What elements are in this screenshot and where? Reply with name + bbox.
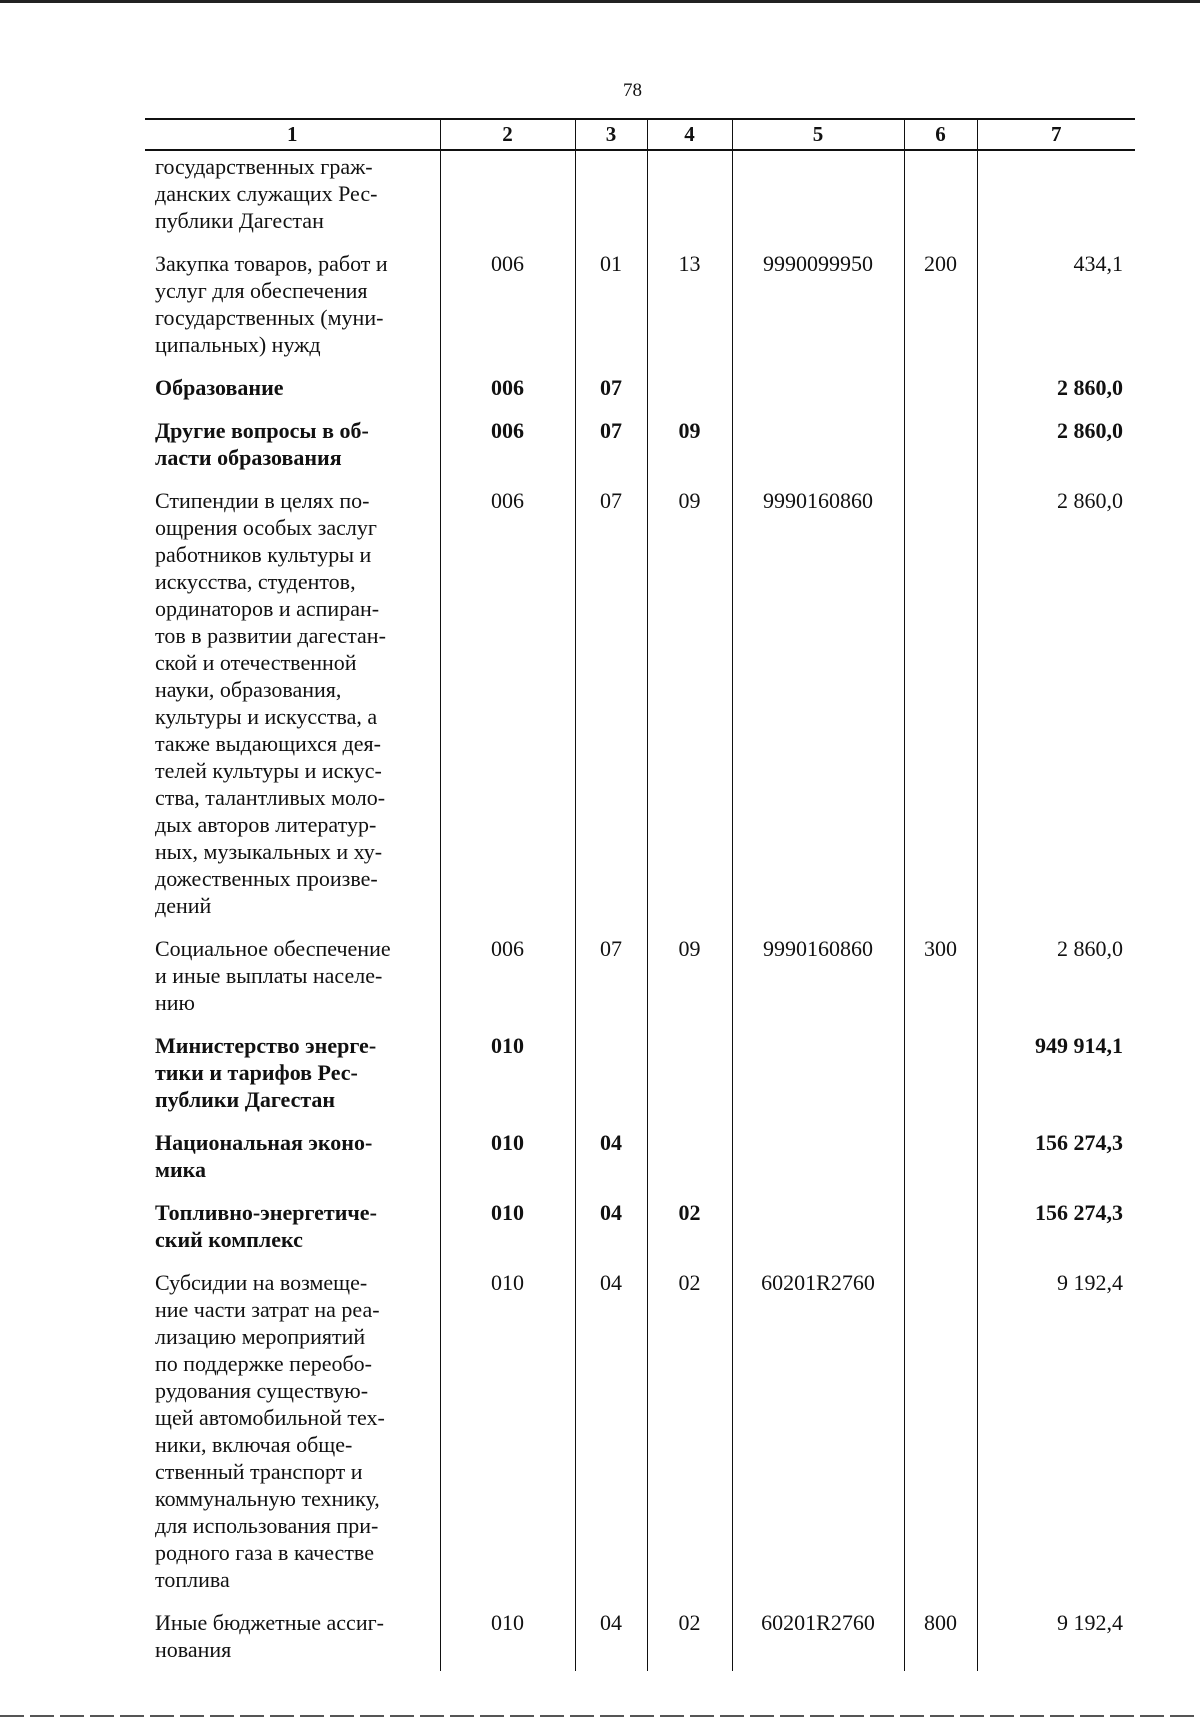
section-code-cell: 07 xyxy=(575,409,647,479)
table-row xyxy=(145,366,1135,409)
item-name-cell: Закупка товаров, работ и услуг для обеспечения государственных (муни- ципальных) нужд xyxy=(155,251,388,357)
item-name-cell: Иные бюджетные ассиг- нования xyxy=(155,1610,384,1662)
amount-cell: 2 860,0 xyxy=(977,479,1135,927)
table-row xyxy=(145,1261,1135,1601)
amount-cell: 2 860,0 xyxy=(977,927,1135,1024)
target-article-cell: 9990099950 xyxy=(732,242,904,366)
table-row xyxy=(145,1024,1135,1121)
expense-type-cell xyxy=(904,1261,977,1601)
expense-type-cell xyxy=(904,1024,977,1121)
amount-cell: 2 860,0 xyxy=(977,366,1135,409)
target-article-cell xyxy=(732,366,904,409)
subsection-code-cell: 09 xyxy=(647,927,732,1024)
department-code-cell: 006 xyxy=(440,366,575,409)
amount-cell: 156 274,3 xyxy=(977,1121,1135,1191)
table-row xyxy=(145,927,1135,1024)
target-article-cell: 60201R2760 xyxy=(732,1601,904,1671)
subsection-code-cell: 09 xyxy=(647,409,732,479)
subsection-code-cell: 02 xyxy=(647,1261,732,1601)
section-code-cell: 07 xyxy=(575,366,647,409)
expense-type-cell: 300 xyxy=(904,927,977,1024)
amount-cell: 434,1 xyxy=(977,242,1135,366)
item-name-cell: Стипендии в целях по- ощрения особых заслуг работников культуры и искусства, студентов, ординаторов и аспиран- тов в развитии дагестан- ской и отечественной науки, образования, культуры и искусства, а также выдающихся дея- телей культуры и искус- ства, талантливых моло- дых авторов литератур- ных, музыкальных и ху- дожественных произве- дений xyxy=(155,488,386,918)
amount-cell xyxy=(977,150,1135,242)
expense-type-cell: 800 xyxy=(904,1601,977,1671)
subsection-code-cell: 13 xyxy=(647,242,732,366)
department-code-cell: 010 xyxy=(440,1024,575,1121)
department-code-cell: 006 xyxy=(440,409,575,479)
department-code-cell: 006 xyxy=(440,479,575,927)
section-code-cell: 04 xyxy=(575,1191,647,1261)
target-article-cell xyxy=(732,1121,904,1191)
expense-type-cell xyxy=(904,1191,977,1261)
item-name-cell: Министерство энерге- тики и тарифов Рес- публики Дагестан xyxy=(155,1033,377,1112)
item-name-cell: Образование xyxy=(155,375,284,400)
department-code-cell: 010 xyxy=(440,1121,575,1191)
table-row xyxy=(145,1191,1135,1261)
column-header: 4 xyxy=(647,119,732,150)
section-code-cell: 07 xyxy=(575,479,647,927)
table-row xyxy=(145,1121,1135,1191)
column-header: 5 xyxy=(732,119,904,150)
subsection-code-cell xyxy=(647,366,732,409)
subsection-code-cell: 02 xyxy=(647,1191,732,1261)
table-row xyxy=(145,479,1135,927)
section-code-cell: 04 xyxy=(575,1601,647,1671)
department-code-cell: 006 xyxy=(440,927,575,1024)
section-code-cell xyxy=(575,150,647,242)
amount-cell: 949 914,1 xyxy=(977,1024,1135,1121)
section-code-cell: 04 xyxy=(575,1121,647,1191)
subsection-code-cell xyxy=(647,150,732,242)
item-name-cell: Национальная эконо- мика xyxy=(155,1130,373,1182)
table-row xyxy=(145,1601,1135,1671)
table-row xyxy=(145,242,1135,366)
section-code-cell: 07 xyxy=(575,927,647,1024)
amount-cell: 9 192,4 xyxy=(977,1261,1135,1601)
table-body xyxy=(145,150,1135,1671)
section-code-cell xyxy=(575,1024,647,1121)
column-header: 7 xyxy=(977,119,1135,150)
subsection-code-cell: 02 xyxy=(647,1601,732,1671)
expense-type-cell xyxy=(904,366,977,409)
item-name-cell: Другие вопросы в об- ласти образования xyxy=(155,418,369,470)
department-code-cell: 010 xyxy=(440,1601,575,1671)
target-article-cell xyxy=(732,150,904,242)
target-article-cell xyxy=(732,1024,904,1121)
amount-cell: 9 192,4 xyxy=(977,1601,1135,1671)
target-article-cell: 9990160860 xyxy=(732,479,904,927)
column-header: 1 xyxy=(145,119,440,150)
department-code-cell: 010 xyxy=(440,1191,575,1261)
target-article-cell xyxy=(732,1191,904,1261)
column-header-row xyxy=(145,119,1135,150)
item-name-cell: Топливно-энергетиче- ский комплекс xyxy=(155,1200,377,1252)
column-header: 2 xyxy=(440,119,575,150)
department-code-cell: 006 xyxy=(440,242,575,366)
table-row xyxy=(145,150,1135,242)
subsection-code-cell xyxy=(647,1121,732,1191)
section-code-cell: 01 xyxy=(575,242,647,366)
amount-cell: 2 860,0 xyxy=(977,409,1135,479)
scan-edge-bottom xyxy=(0,1715,1200,1717)
expense-type-cell xyxy=(904,409,977,479)
column-header: 6 xyxy=(904,119,977,150)
scan-edge-top xyxy=(0,0,1200,3)
department-code-cell xyxy=(440,150,575,242)
column-header: 3 xyxy=(575,119,647,150)
target-article-cell xyxy=(732,409,904,479)
subsection-code-cell xyxy=(647,1024,732,1121)
amount-cell: 156 274,3 xyxy=(977,1191,1135,1261)
expense-type-cell xyxy=(904,150,977,242)
target-article-cell: 60201R2760 xyxy=(732,1261,904,1601)
target-article-cell: 9990160860 xyxy=(732,927,904,1024)
budget-table xyxy=(145,118,1135,1671)
page-number: 78 xyxy=(623,80,642,101)
expense-type-cell xyxy=(904,479,977,927)
section-code-cell: 04 xyxy=(575,1261,647,1601)
department-code-cell: 010 xyxy=(440,1261,575,1601)
item-name-cell: Субсидии на возмеще- ние части затрат на реа- лизацию мероприятий по поддержке переобо- рудования существую- щей автомобильной тех- ники, включая обще- ственный транспорт и коммунальную технику, для использования при- родного газа в качестве топлива xyxy=(155,1270,385,1592)
expense-type-cell xyxy=(904,1121,977,1191)
expense-type-cell: 200 xyxy=(904,242,977,366)
subsection-code-cell: 09 xyxy=(647,479,732,927)
table-row xyxy=(145,409,1135,479)
item-name-cell: Социальное обеспечение и иные выплаты населе- нию xyxy=(155,936,391,1015)
item-name-cell: государственных граж- данских служащих Рес- публики Дагестан xyxy=(155,154,378,233)
